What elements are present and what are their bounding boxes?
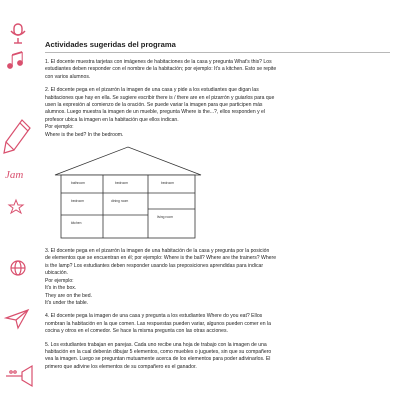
room-label-bedroom: bedroom xyxy=(161,181,175,186)
decorative-margin xyxy=(0,0,40,400)
main-content xyxy=(45,40,390,377)
paragraph-line: estudiantes deben responder con el nombre de la habitación; por ejemplo: It's a kitchen. Esto se repite xyxy=(45,66,277,73)
paragraph-line: cocina y otros en el comedor. Se hace la misma pregunta con las otras acciones. xyxy=(45,328,228,335)
paragraph-line: They are on the bed. xyxy=(45,292,93,299)
paragraph-line: profesor ubica la imagen en la habitación que ellos indican. xyxy=(45,116,179,123)
room-label-kitchen: kitchen xyxy=(71,221,82,226)
paragraph-line: usen la expresión al comienzo de la oración. Se puede variar la imagen para que participen más xyxy=(45,102,263,109)
activity-3 xyxy=(45,248,390,307)
paragraph-line: nombran la habitación en la que comen. Las respuestas pueden variar, algunos pueden comer en la xyxy=(45,320,271,327)
paragraph-line: Por ejemplo: xyxy=(45,277,74,284)
paragraph-line: 2. El docente pega en el pizarrón la imagen de una casa y pide a los estudiantes que digan las xyxy=(45,87,259,94)
svg-text:Jam: Jam xyxy=(5,169,24,181)
paragraph-line: primero que adivine los elementos de su compañero es el ganador. xyxy=(45,363,197,370)
room-label-living-room: living room xyxy=(157,215,173,220)
paragraph-line: is the lamp? Los estudiantes deben responder usando las preposiciones aprendidas para indicar xyxy=(45,262,264,269)
star-icon xyxy=(9,200,23,213)
paragraph-line: de elementos que se encuentran en él; por ejemplo: Where is the ball? Where are the trainers? Where xyxy=(45,255,277,262)
paragraph-line: ubicación. xyxy=(45,270,68,277)
room-label-dining-room: dining room xyxy=(111,199,129,204)
activity-4 xyxy=(45,313,390,335)
microphone-icon xyxy=(11,24,25,43)
paragraph-line: 1. El docente muestra tarjetas con imágenes de habitaciones de la casa y pregunta What's this? Los xyxy=(45,59,272,65)
activity-2 xyxy=(45,87,390,139)
trumpet-icon xyxy=(6,366,32,386)
room-label-bedroom: bedroom xyxy=(71,199,85,204)
paragraph-line: con varios alumnos. xyxy=(45,73,91,80)
room-label-bedroom: bedroom xyxy=(115,181,129,186)
music-note-icon xyxy=(8,52,23,68)
page-title: Actividades sugeridas del programa xyxy=(45,40,390,53)
paragraph-line: 4. El docente pega la imagen de una casa y pregunta a los estudiantes Where do you eat? Ellos xyxy=(45,313,263,320)
paragraph-line: habitaciones que hay en ella. Se sugiere escribir there is / there are en el pizarrón y guiarlos para que xyxy=(45,94,275,101)
activity-5 xyxy=(45,342,390,372)
house-outline xyxy=(53,145,203,240)
house-diagram xyxy=(53,145,203,240)
pencil-icon xyxy=(4,120,30,153)
activity-1 xyxy=(45,59,390,81)
paragraph-line: 3. El docente pega en el pizarrón la imagen de una habitación de la casa y pregunta por la posición xyxy=(45,248,270,255)
paragraph-line: vea la imagen. Luego se preguntan mutuamente acerca de los elementos para poder adivinarlos. El xyxy=(45,356,271,363)
paragraph-line: Where is the bed? In the bedroom. xyxy=(45,131,124,138)
paragraph-line: Por ejemplo: xyxy=(45,124,74,131)
globe-icon xyxy=(11,261,25,275)
paragraph-line: habitación en la cual deberán dibujar 5 elementos, como muebles o juguetes, sin que su compañero xyxy=(45,348,272,355)
paragraph-line: 5. Los estudiantes trabajan en parejas. Cada uno recibe una hoja de trabajo con la imagen de una xyxy=(45,341,267,348)
paragraph-line: It's in the box. xyxy=(45,285,77,292)
room-label-bathroom: bathroom xyxy=(71,181,85,186)
paper-plane-icon xyxy=(6,310,28,328)
paragraph-line: alumnos. Luego muestra la imagen de un mueble, pregunta Where is the...?, ellos responden y el xyxy=(45,109,266,116)
jam-text-icon xyxy=(5,169,23,181)
paragraph-line: It's under the table. xyxy=(45,299,89,306)
